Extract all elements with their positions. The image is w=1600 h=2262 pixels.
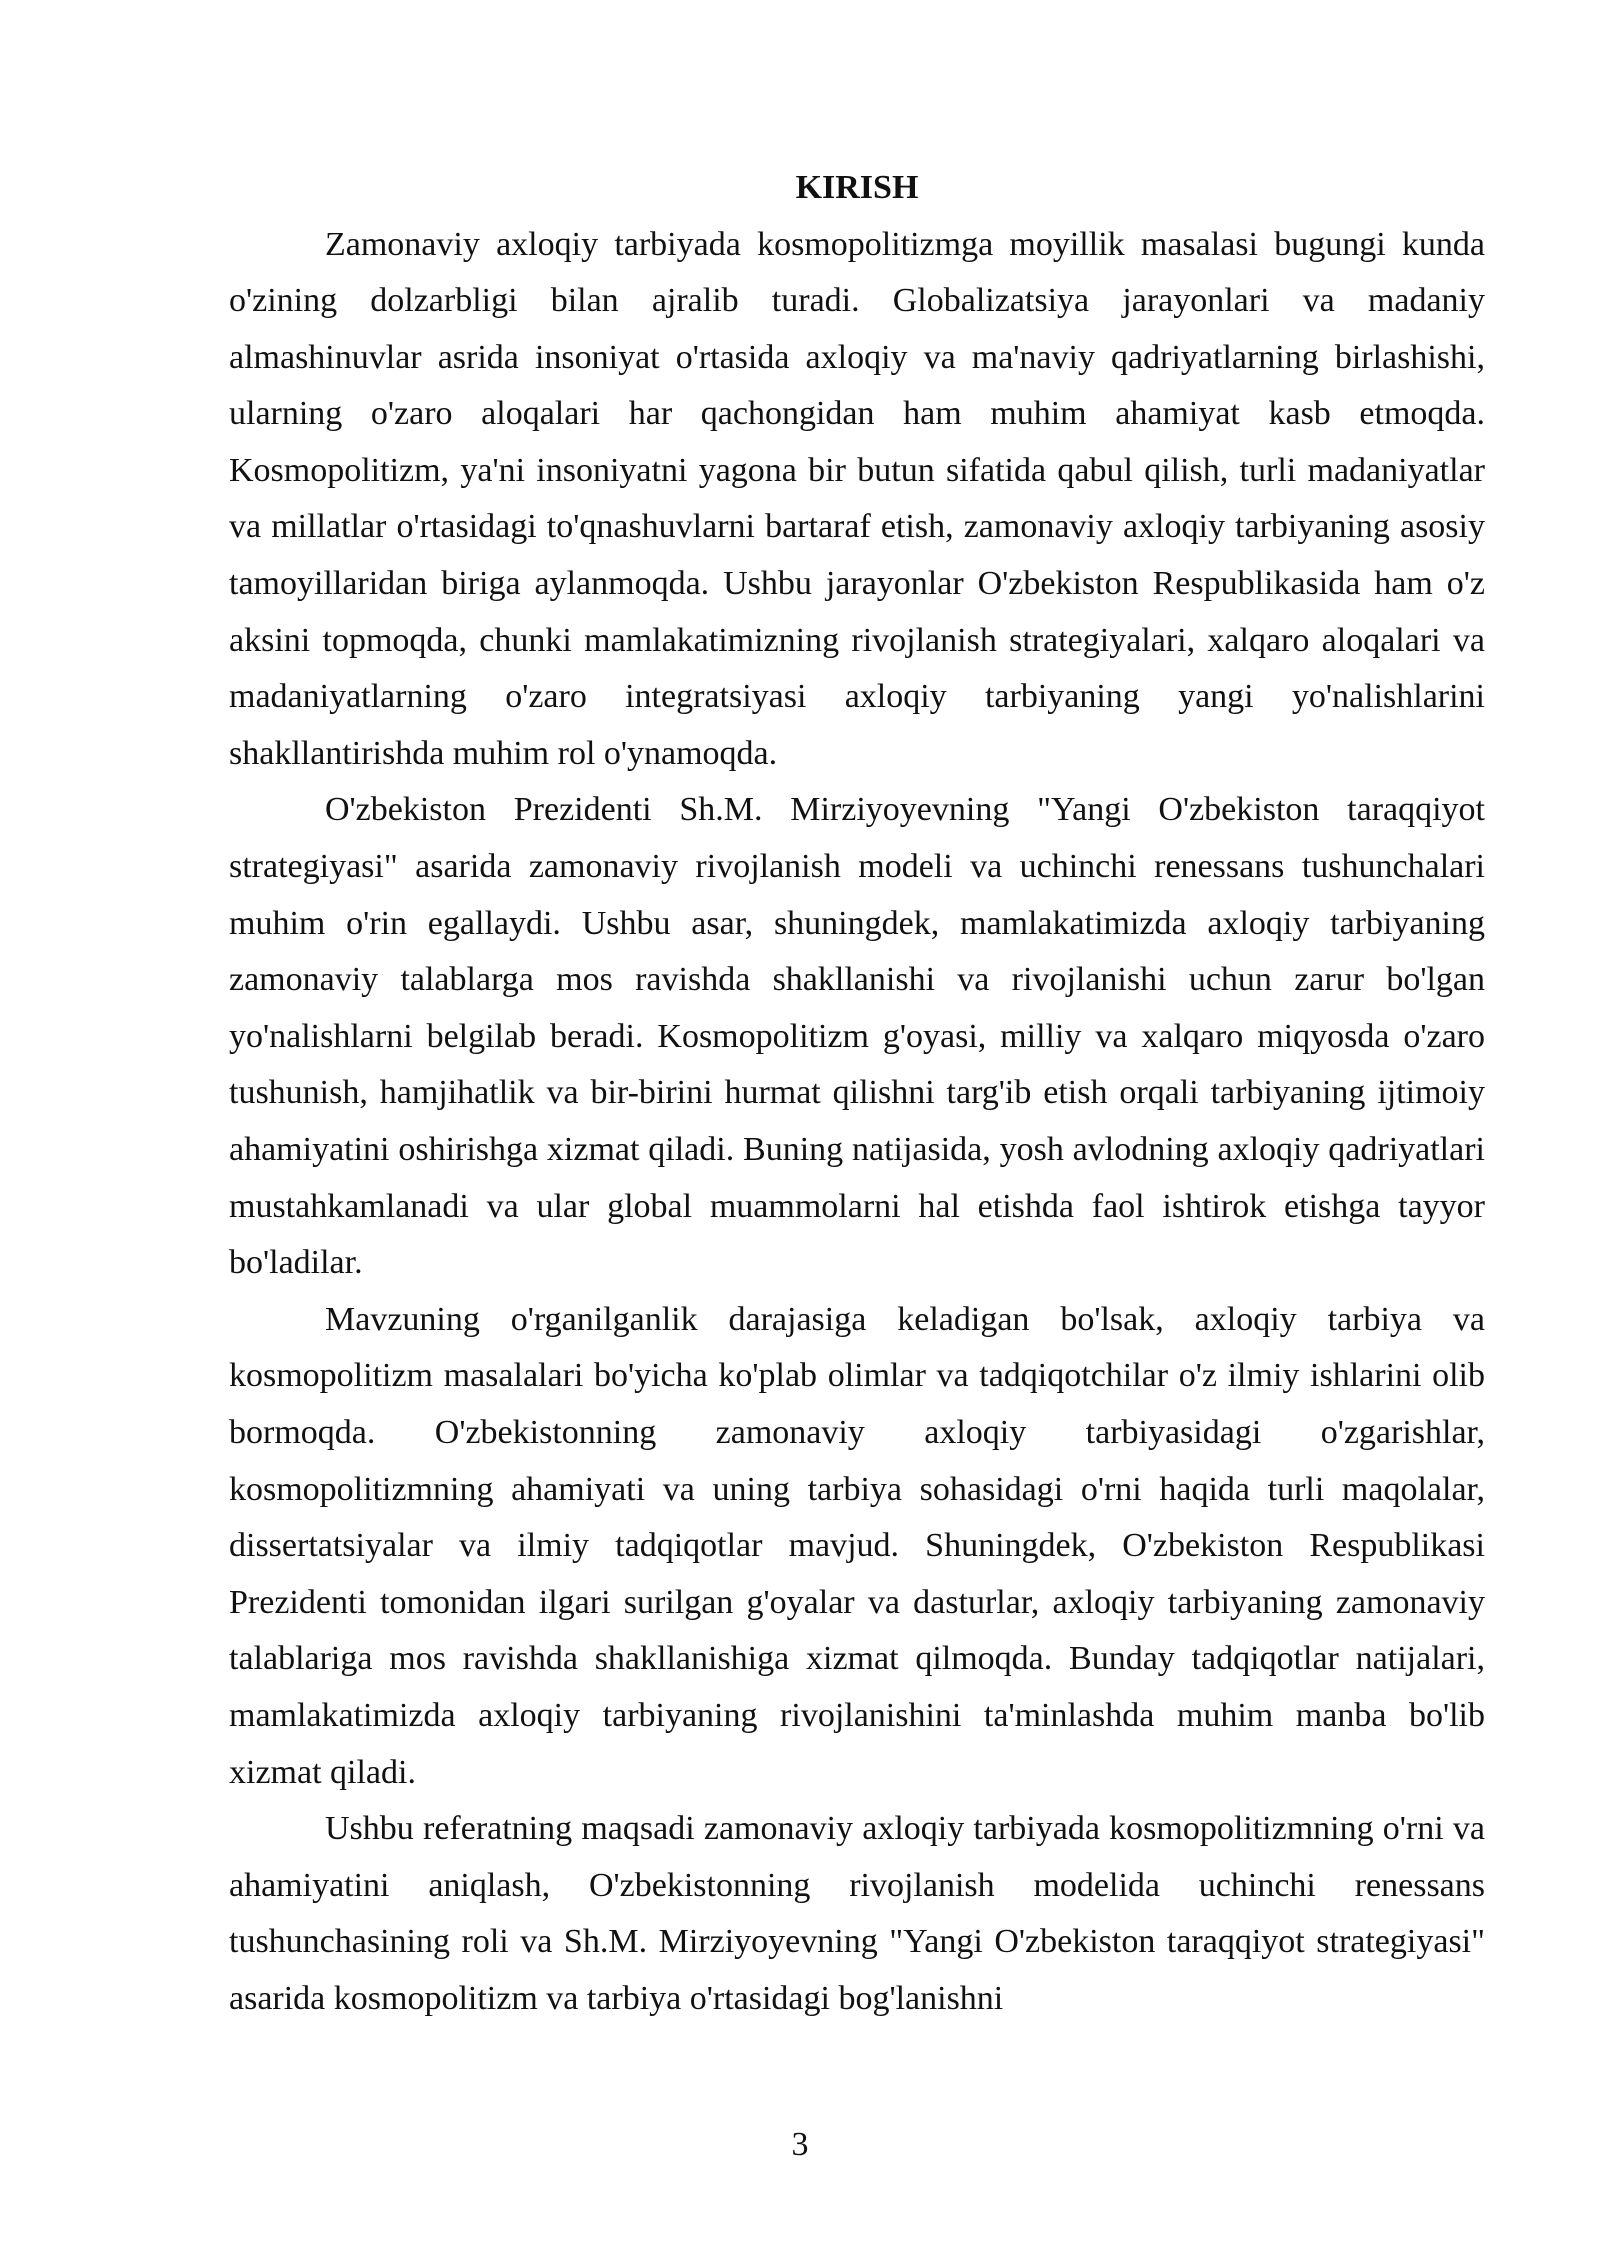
page-title: KIRISH (795, 169, 919, 206)
paragraph-1: Zamonaviy axloqiy tarbiyada kosmopolitizmga moyillik masalasi bugungi kunda o'zining dolzarbligi bilan ajralib turadi. Globalizatsiya jarayonlari va madaniy almashinuvlar asrida insoniyat o'rtasida axloqiy va ma'naviy qadriyatlarning birlashishi, ularning o'zaro aloqalari har qachongidan ham muhim ahamiyat kasb etmoqda. Kosmopolitizm, ya'ni insoniyatni yagona bir butun sifatida qabul qilish, turli madaniyatlar va millatlar o'rtasidagi to'qnashuvlarni bartaraf etish, zamonaviy axloqiy tarbiyaning asosiy tamoyillaridan biriga aylanmoqda. Ushbu jarayonlar O'zbekiston Respublikasida ham o'z aksini topmoqda, chunki mamlakatimizning rivojlanish strategiyalari, xalqaro aloqalari va madaniyatlarning o'zaro integratsiyasi axloqiy tarbiyaning yangi yo'nalishlarini shakllantirishda muhim rol o'ynamoqda. (229, 225, 1485, 772)
paragraph-2: O'zbekiston Prezidenti Sh.M. Mirziyoyevning "Yangi O'zbekiston taraqqiyot strategiyasi" asarida zamonaviy rivojlanish modeli va uchinchi renessans tushunchalari muhim o'rin egallaydi. Ushbu asar, shuningdek, mamlakatimizda axloqiy tarbiyaning zamonaviy talablarga mos ravishda shakllanishi va rivojlanishi uchun zarur bo'lgan yo'nalishlarni belgilab beradi. Kosmopolitizm g'oyasi, milliy va xalqaro miqyosda o'zaro tushunish, hamjihatlik va bir-birini hurmat qilishni targ'ib etish orqali tarbiyaning ijtimoiy ahamiyatini oshirishga xizmat qiladi. Buning natijasida, yosh avlodning axloqiy qadriyatlari mustahkamlanadi va ular global muammolarni hal etishda faol ishtirok etishga tayyor bo'ladilar. (229, 791, 1485, 1282)
paragraph-4: Ushbu referatning maqsadi zamonaviy axloqiy tarbiyada kosmopolitizmning o'rni va ahamiyatini aniqlash, O'zbekistonning rivojlanish modelida uchinchi renessans tushunchasining roli va Sh.M. Mirziyoyevning "Yangi O'zbekiston taraqqiyot strategiyasi" asarida kosmopolitizm va tarbiya o'rtasidagi bog'lanishni (229, 1810, 1485, 2017)
page-number: 3 (791, 2126, 809, 2163)
page-content (229, 160, 1485, 2028)
paragraph-3: Mavzuning o'rganilganlik darajasiga keladigan bo'lsak, axloqiy tarbiya va kosmopolitizm masalalari bo'yicha ko'plab olimlar va tadqiqotchilar o'z ilmiy ishlarini olib bormoqda. O'zbekistonning zamonaviy axloqiy tarbiyasidagi o'zgarishlar, kosmopolitizmning ahamiyati va uning tarbiya sohasidagi o'rni haqida turli maqolalar, dissertatsiyalar va ilmiy tadqiqotlar mavjud. Shuningdek, O'zbekiston Respublikasi Prezidenti tomonidan ilgari surilgan g'oyalar va dasturlar, axloqiy tarbiyaning zamonaviy talablariga mos ravishda shakllanishiga xizmat qilmoqda. Bunday tadqiqotlar natijalari, mamlakatimizda axloqiy tarbiyaning rivojlanishini ta'minlashda muhim manba bo'lib xizmat qiladi. (229, 1300, 1485, 1791)
